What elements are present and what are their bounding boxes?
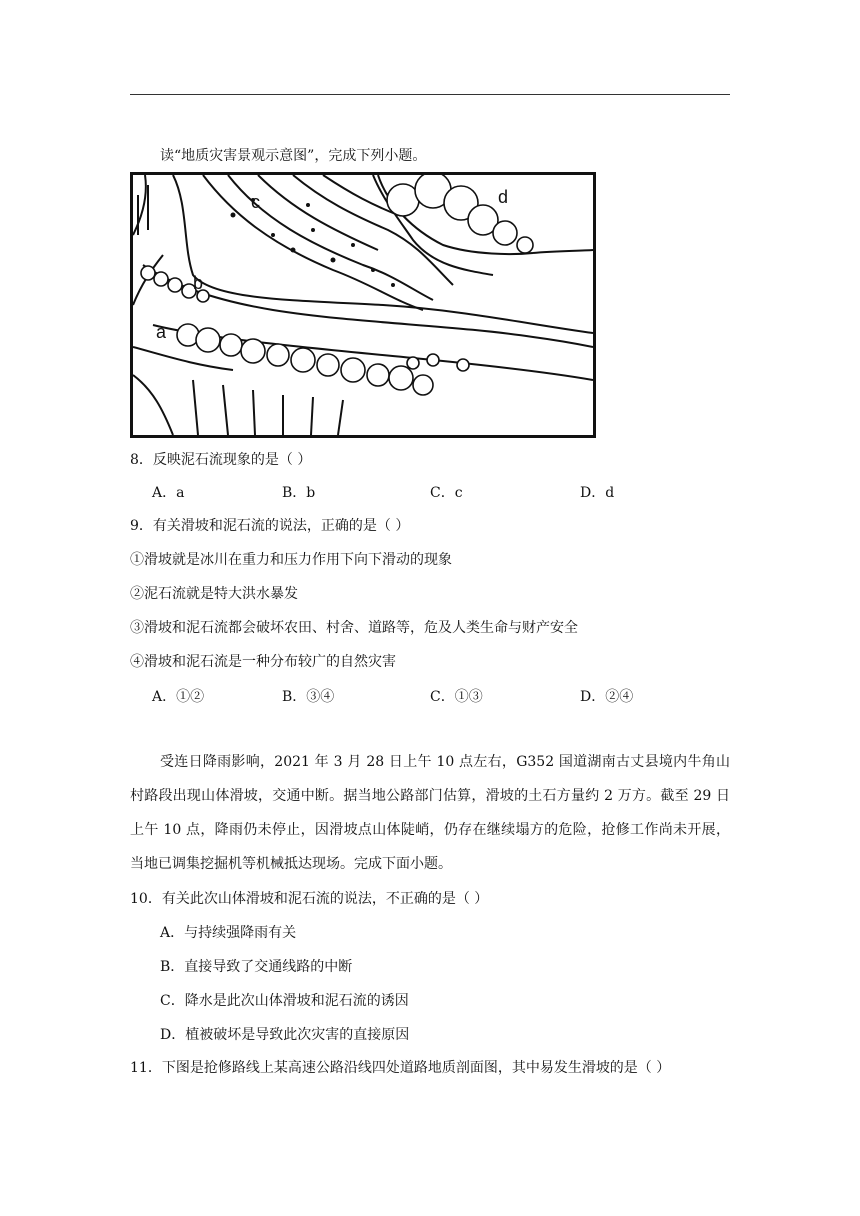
q9-statement-3: ③滑坡和泥石流都会破坏农田、村舍、道路等，危及人类生命与财产安全 — [130, 620, 578, 636]
header-rule — [130, 94, 730, 95]
q9-option-d[interactable]: D．②④ — [580, 689, 634, 705]
q9-statement-4: ④滑坡和泥石流是一种分布较广的自然灾害 — [130, 654, 396, 670]
landscape-sketch — [133, 175, 593, 435]
q10-option-c[interactable]: C．降水是此次山体滑坡和泥石流的诱因 — [160, 993, 409, 1009]
passage-text: 受连日降雨影响，2021 年 3 月 28 日上午 10 点左右，G352 国道湖南古丈县境内牛角山村路段出现山体滑坡，交通中断。据当地公路部门估算，滑坡的土石方量约 2 万方。截至 29 日上午 10 点，降雨仍未停止，因滑坡点山体陡峭，仍存在继续塌方的危险，抢修工作尚未开展，当地已调集挖掘机等机械抵达现场。完成下面小题。 — [130, 754, 730, 872]
q8-stem: 8．反映泥石流现象的是（ ） — [130, 452, 312, 468]
q10-option-d[interactable]: D．植被破坏是导致此次灾害的直接原因 — [160, 1027, 410, 1043]
q8-option-a[interactable]: A．a — [152, 485, 185, 501]
q8-option-c[interactable]: C．c — [430, 485, 463, 501]
q8-option-b[interactable]: B．b — [282, 485, 316, 501]
q11-stem: 11．下图是抢修路线上某高速公路沿线四处道路地质剖面图，其中易发生滑坡的是（ ） — [130, 1060, 671, 1076]
label-c: c — [251, 192, 260, 212]
label-b: b — [193, 273, 204, 293]
q10-option-a[interactable]: A．与持续强降雨有关 — [160, 925, 297, 941]
q9-option-b[interactable]: B．③④ — [282, 689, 335, 705]
q9-statement-2: ②泥石流就是特大洪水暴发 — [130, 586, 298, 602]
label-d: d — [498, 187, 509, 207]
geologic-hazard-illustration — [130, 172, 596, 438]
q10-stem: 10．有关此次山体滑坡和泥石流的说法，不正确的是（ ） — [130, 891, 489, 907]
q8-option-d[interactable]: D．d — [580, 485, 615, 501]
q10-option-b[interactable]: B．直接导致了交通线路的中断 — [160, 959, 353, 975]
q9-stem: 9．有关滑坡和泥石流的说法，正确的是（ ） — [130, 518, 410, 534]
label-a: a — [156, 322, 167, 342]
q9-option-c[interactable]: C．①③ — [430, 689, 483, 705]
intro-text: 读“地质灾害景观示意图”，完成下列小题。 — [160, 148, 427, 164]
q9-statement-1: ①滑坡就是冰川在重力和压力作用下向下滑动的现象 — [130, 552, 452, 568]
q9-option-a[interactable]: A．①② — [152, 689, 205, 705]
